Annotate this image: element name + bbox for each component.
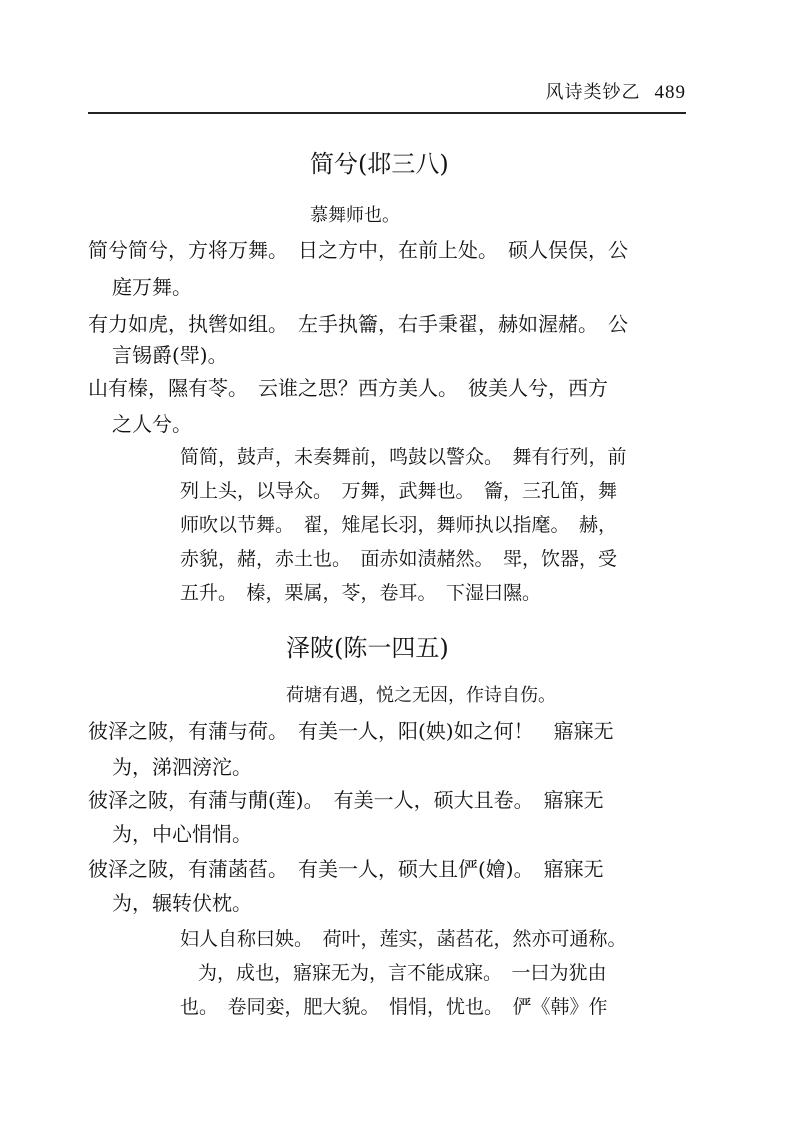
- annotation-line: 简简，鼓声，未奏舞前，鸣鼓以警众。 舞有行列，前: [180, 446, 627, 468]
- page-number: 489: [654, 82, 686, 103]
- poem-preface: 荷塘有遇，悦之无因，作诗自伤。: [286, 685, 556, 706]
- verse-line: 庭万舞。: [112, 275, 192, 299]
- header-rule: [88, 112, 686, 114]
- book-title: 风诗类钞乙: [545, 82, 641, 103]
- verse-line: 言锡爵(斝)。: [112, 343, 228, 367]
- annotation-line: 五升。 榛，栗属，苓，卷耳。 下湿曰隰。: [180, 582, 542, 604]
- verse-line: 为，辗转伏枕。: [112, 891, 252, 915]
- verse-line: 有力如虎，执辔如组。 左手执籥，右手秉翟，赫如渥赭。 公: [88, 312, 628, 336]
- verse-line: 山有榛，隰有苓。 云谁之思？西方美人。 彼美人兮，西方: [88, 376, 608, 400]
- poem-title: 泽陂(陈一四五): [286, 634, 449, 662]
- verse-line: 为，涕泗滂沱。: [112, 755, 252, 779]
- annotation-line: 妇人自称曰姎。 荷叶，莲实，菡萏花，然亦可通称。: [180, 928, 627, 950]
- verse-line: 彼泽之陂，有蒲菡萏。 有美一人，硕大且俨(嬒)。 寤寐无: [88, 857, 604, 881]
- annotation-line: 列上头，以导众。 万舞，武舞也。 籥，三孔笛，舞: [180, 480, 618, 502]
- annotation-line: 师吹以节舞。 翟，雉尾长羽，舞师执以指麾。 赫，: [180, 514, 618, 536]
- annotation-line: 为，成也，寤寐无为，言不能成寐。 一曰为犹由: [198, 962, 607, 984]
- verse-line: 彼泽之陂，有蒲与蕑(莲)。 有美一人，硕大且卷。 寤寐无: [88, 788, 604, 812]
- verse-line: 为，中心悁悁。: [112, 822, 252, 846]
- annotation-line: 也。 卷同娈，肥大貌。 悁悁，忧也。 俨《韩》作: [180, 996, 608, 1018]
- verse-line: 简兮简兮，方将万舞。 日之方中，在前上处。 硕人俣俣，公: [88, 238, 628, 262]
- annotation-line: 赤貌，赭，赤土也。 面赤如渍赭然。 斝，饮器，受: [180, 548, 618, 570]
- running-header: [0, 78, 686, 104]
- poem-title: 简兮(邶三八): [310, 150, 449, 178]
- poem-preface: 慕舞师也。: [310, 205, 400, 226]
- verse-line: 之人兮。: [112, 412, 192, 436]
- verse-line: 彼泽之陂，有蒲与荷。 有美一人，阳(姎)如之何！ 寤寐无: [88, 719, 614, 743]
